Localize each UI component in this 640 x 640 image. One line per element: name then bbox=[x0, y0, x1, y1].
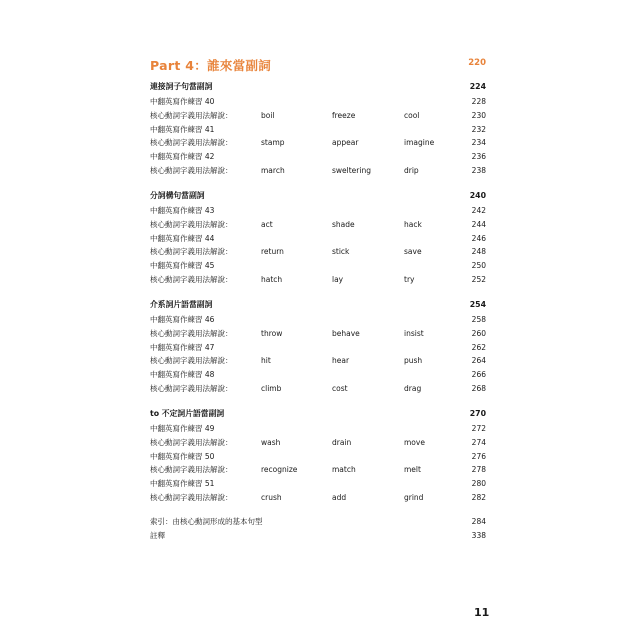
entry-page: 248 bbox=[471, 247, 486, 257]
section-page: 224 bbox=[469, 82, 486, 91]
core-verb: stamp bbox=[261, 138, 285, 148]
entry-label: 核心動詞字義用法解說： bbox=[150, 247, 233, 257]
core-verb: drip bbox=[404, 165, 419, 175]
core-verb: drag bbox=[404, 383, 422, 393]
entry-label: 核心動詞字義用法解說： bbox=[150, 465, 233, 475]
entry-label: 核心動詞字義用法解說： bbox=[150, 274, 233, 284]
toc-entry bbox=[150, 354, 486, 368]
entry-label: 核心動詞字義用法解說： bbox=[150, 138, 233, 148]
entry-page: 264 bbox=[471, 356, 486, 366]
appendix-section bbox=[150, 515, 486, 543]
entry-label: 核心動詞字義用法解說： bbox=[150, 165, 233, 175]
core-verb: melt bbox=[404, 465, 421, 475]
core-verb: boil bbox=[261, 110, 275, 120]
core-verb: march bbox=[261, 165, 285, 175]
entry-page: 280 bbox=[471, 479, 486, 488]
entry-label: 中翻英寫作練習 40 bbox=[150, 97, 215, 106]
entry-label: 中翻英寫作練習 47 bbox=[150, 342, 215, 352]
core-verb: hack bbox=[404, 219, 422, 229]
entry-page: 282 bbox=[471, 492, 486, 502]
entry-label: 註釋 bbox=[150, 530, 165, 540]
toc-entry bbox=[150, 450, 486, 464]
entry-page: 262 bbox=[471, 342, 486, 352]
section-title: 介系詞片語當副詞 bbox=[150, 300, 213, 309]
core-verb: try bbox=[404, 274, 415, 284]
toc-entry bbox=[150, 164, 486, 178]
entry-label: 中翻英寫作練習 48 bbox=[150, 370, 215, 379]
toc-entry bbox=[150, 259, 486, 273]
entry-page: 268 bbox=[471, 383, 486, 393]
toc-entry bbox=[150, 95, 486, 109]
toc-entry bbox=[150, 436, 486, 450]
entry-page: 276 bbox=[471, 451, 486, 461]
core-verb: hit bbox=[261, 356, 271, 366]
entry-label: 中翻英寫作練習 45 bbox=[150, 261, 215, 270]
section-title: 分詞構句當副詞 bbox=[150, 191, 205, 200]
core-verb: save bbox=[404, 247, 422, 257]
toc-entry bbox=[150, 123, 486, 137]
entry-label: 中翻英寫作練習 51 bbox=[150, 479, 215, 488]
core-verb: hatch bbox=[261, 274, 283, 284]
core-verb: hear bbox=[332, 356, 350, 366]
entry-page: 252 bbox=[471, 274, 486, 284]
core-verb: grind bbox=[404, 492, 424, 502]
core-verb: recognize bbox=[261, 465, 298, 475]
toc-entry bbox=[150, 245, 486, 259]
core-verb: return bbox=[261, 247, 284, 257]
part-page-number: 220 bbox=[468, 58, 486, 68]
entry-page: 238 bbox=[471, 165, 486, 175]
core-verb: sweltering bbox=[332, 165, 371, 175]
entry-label: 中翻英寫作練習 49 bbox=[150, 424, 215, 433]
toc-entry bbox=[150, 341, 486, 355]
core-verb: stick bbox=[332, 247, 350, 257]
entry-page: 260 bbox=[471, 328, 486, 338]
toc-entry bbox=[150, 327, 486, 341]
core-verb: insist bbox=[404, 328, 424, 338]
entry-label: 索引：由核心動詞形成的基本句型 bbox=[150, 517, 263, 526]
entry-page: 234 bbox=[471, 138, 486, 148]
toc-section bbox=[150, 405, 486, 505]
section-title: 連接詞子句當副詞 bbox=[150, 82, 213, 91]
entry-label: 中翻英寫作練習 46 bbox=[150, 315, 215, 324]
entry-label: 核心動詞字義用法解說： bbox=[150, 492, 233, 502]
core-verb: cost bbox=[332, 383, 348, 393]
core-verb: behave bbox=[332, 328, 360, 338]
entry-page: 246 bbox=[471, 233, 486, 243]
toc-entry bbox=[150, 218, 486, 232]
entry-label: 核心動詞字義用法解說： bbox=[150, 437, 233, 447]
toc-entry bbox=[150, 368, 486, 382]
entry-page: 278 bbox=[471, 465, 486, 475]
appendix-entry bbox=[150, 515, 486, 529]
toc-entry bbox=[150, 313, 486, 327]
section-heading bbox=[150, 187, 486, 204]
core-verb: drain bbox=[332, 437, 352, 447]
entry-page: 274 bbox=[471, 437, 486, 447]
core-verb: appear bbox=[332, 138, 359, 148]
page-number: 11 bbox=[474, 606, 490, 619]
toc-entry bbox=[150, 136, 486, 150]
entry-page: 284 bbox=[471, 517, 486, 526]
core-verb: act bbox=[261, 219, 273, 229]
section-heading bbox=[150, 78, 486, 95]
entry-label: 中翻英寫作練習 44 bbox=[150, 233, 215, 243]
toc-section bbox=[150, 78, 486, 178]
entry-page: 250 bbox=[471, 261, 486, 270]
toc-entry bbox=[150, 232, 486, 246]
entry-page: 230 bbox=[471, 110, 486, 120]
toc-entry bbox=[150, 463, 486, 477]
entry-label: 核心動詞字義用法解說： bbox=[150, 328, 233, 338]
section-page: 270 bbox=[469, 409, 486, 418]
entry-page: 338 bbox=[471, 530, 486, 540]
core-verb: shade bbox=[332, 219, 355, 229]
toc-entry bbox=[150, 491, 486, 505]
entry-label: 核心動詞字義用法解說： bbox=[150, 219, 233, 229]
core-verb: freeze bbox=[332, 110, 356, 120]
toc-entry bbox=[150, 150, 486, 164]
core-verb: add bbox=[332, 492, 347, 502]
entry-page: 272 bbox=[471, 424, 486, 433]
core-verb: throw bbox=[261, 328, 283, 338]
appendix-entry bbox=[150, 529, 486, 543]
toc-entry bbox=[150, 273, 486, 287]
section-page: 240 bbox=[469, 191, 486, 200]
entry-page: 236 bbox=[471, 152, 486, 161]
entry-page: 232 bbox=[471, 124, 486, 134]
core-verb: climb bbox=[261, 383, 282, 393]
entry-page: 266 bbox=[471, 370, 486, 379]
section-title: to 不定詞片語當副詞 bbox=[150, 409, 225, 418]
entry-page: 244 bbox=[471, 219, 486, 229]
toc-entry bbox=[150, 422, 486, 436]
toc-entry bbox=[150, 477, 486, 491]
toc-entry bbox=[150, 109, 486, 123]
entry-label: 中翻英寫作練習 50 bbox=[150, 451, 215, 461]
entry-label: 中翻英寫作練習 42 bbox=[150, 152, 215, 161]
part-title: Part 4：誰來當副詞 bbox=[150, 58, 272, 73]
toc-entry bbox=[150, 382, 486, 396]
entry-label: 中翻英寫作練習 43 bbox=[150, 206, 215, 215]
entry-label: 核心動詞字義用法解說： bbox=[150, 356, 233, 366]
toc-entry bbox=[150, 204, 486, 218]
core-verb: imagine bbox=[404, 138, 435, 148]
core-verb: crush bbox=[261, 492, 282, 502]
section-heading bbox=[150, 296, 486, 313]
core-verb: cool bbox=[404, 110, 420, 120]
entry-page: 228 bbox=[471, 97, 486, 106]
core-verb: lay bbox=[332, 274, 344, 284]
core-verb: push bbox=[404, 356, 423, 366]
entry-page: 258 bbox=[471, 315, 486, 324]
toc-section bbox=[150, 187, 486, 287]
entry-label: 核心動詞字義用法解說： bbox=[150, 383, 233, 393]
entry-label: 中翻英寫作練習 41 bbox=[150, 124, 215, 134]
core-verb: wash bbox=[261, 437, 281, 447]
entry-page: 242 bbox=[471, 206, 486, 215]
section-heading bbox=[150, 405, 486, 422]
entry-label: 核心動詞字義用法解說： bbox=[150, 110, 233, 120]
section-page: 254 bbox=[469, 300, 486, 309]
core-verb: match bbox=[332, 465, 356, 475]
core-verb: move bbox=[404, 437, 425, 447]
toc-section bbox=[150, 296, 486, 396]
